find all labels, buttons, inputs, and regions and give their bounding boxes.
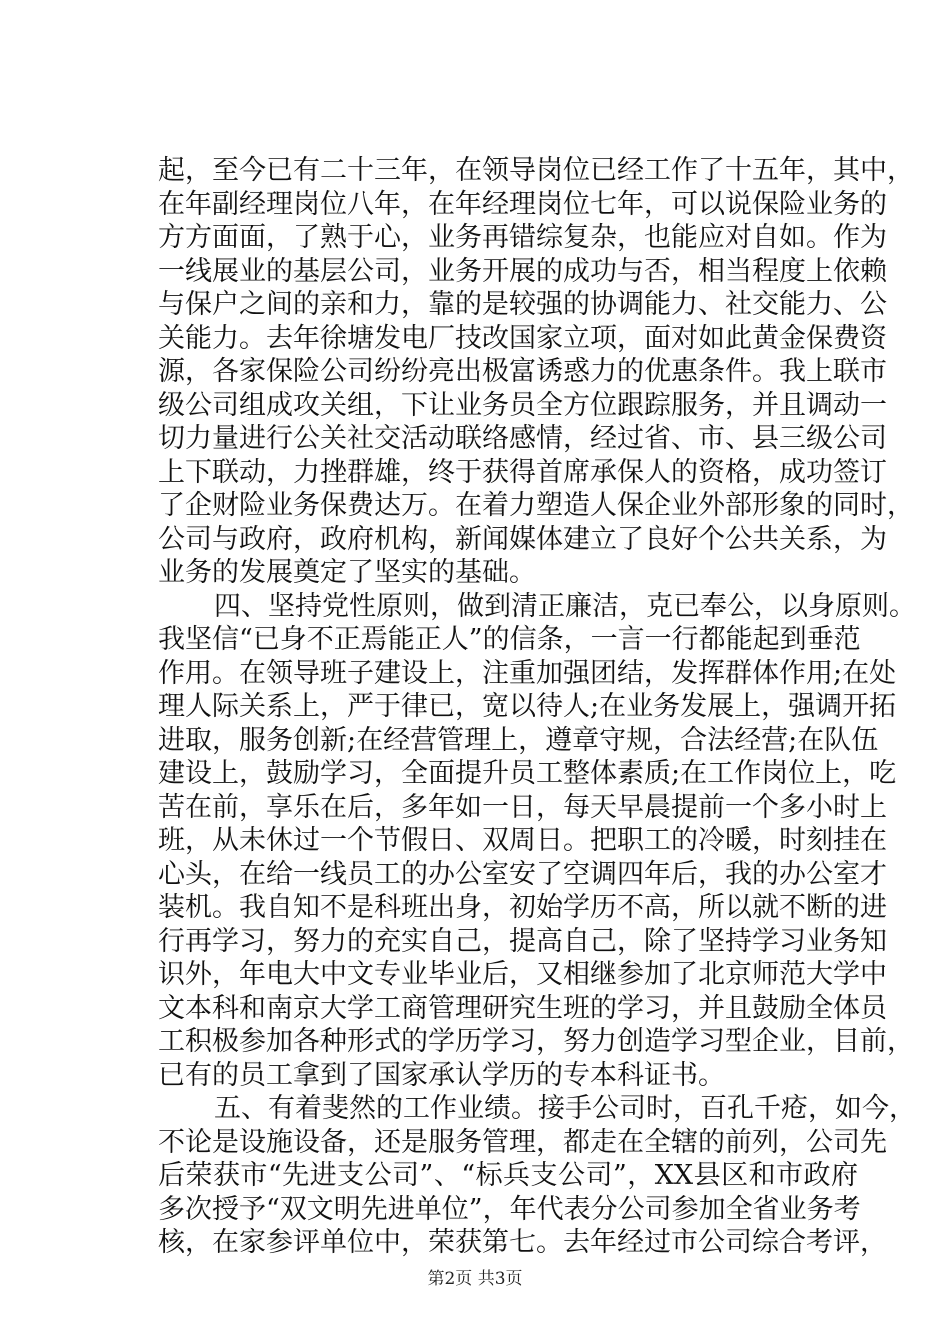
text-line: 我坚信“已身不正焉能正人”的信条，一言一行都能起到垂范 [158,624,861,655]
paragraph-end-line: 业务的发展奠定了坚实的基础。 [158,557,536,588]
text-line: 作用。在领导班子建设上，注重加强团结，发挥群体作用;在处 [158,657,897,689]
text-line: 切力量进行公关社交活动联络感情，经过省、市、县三级公司 [158,423,887,454]
text-line: 核，在家参评单位中，荣获第七。去年经过市公司综合考评， [158,1227,887,1258]
text-line: 苦在前，享乐在后，多年如一日，每天早晨提前一个多小时上 [158,791,887,823]
text-line: 行再学习，努力的充实自己，提高自己，除了坚持学习业务知 [158,925,887,957]
text-line: 不论是设施设备，还是服务管理，都走在全辖的前列，公司先 [158,1126,887,1158]
text-line: 方方面面，了熟于心，业务再错综复杂，也能应对自如。作为 [158,222,887,253]
text-line: 理人际关系上，严于律已，宽以待人;在业务发展上，强调开拓 [158,691,897,722]
document-body [158,154,916,1260]
text-line: 建设上，鼓励学习，全面提升员工整体素质;在工作岗位上，吃 [158,758,897,789]
text-line: 与保户之间的亲和力，靠的是较强的协调能力、社交能力、公 [158,289,887,320]
text-line: 装机。我自知不是科班出身，初始学历不高，所以就不断的进 [158,892,887,923]
text-line: 级公司组成攻关组，下让业务员全方位跟踪服务，并且调动一 [158,389,887,421]
text-line: 一线展业的基层公司，业务开展的成功与否，相当程度上依赖 [158,255,887,287]
page-number-footer: 第2页 共3页 [427,1269,523,1289]
paragraph-end-line: 已有的员工拿到了国家承认学历的专本科证书。 [158,1059,725,1091]
text-line: 在年副经理岗位八年，在年经理岗位七年，可以说保险业务的 [158,188,887,220]
text-line: 关能力。去年徐塘发电厂技改国家立项，面对如此黄金保费资 [158,322,887,354]
text-line: 文本科和南京大学工商管理研究生班的学习，并且鼓励全体员 [158,992,887,1024]
text-line: 识外，年电大中文专业毕业后，又相继参加了北京师范大学中 [158,959,887,990]
text-line: 多次授予“双文明先进单位”，年代表分公司参加全省业务考 [158,1193,861,1225]
text-line: 心头，在给一线员工的办公室安了空调四年后，我的办公室才 [158,858,887,890]
paragraph-start-line: 四、坚持党性原则，做到清正廉洁，克已奉公，以身原则。 [214,590,916,622]
text-line: 班，从未休过一个节假日、双周日。把职工的冷暖，时刻挂在 [158,825,887,856]
text-line: 起，至今已有二十三年，在领导岗位已经工作了十五年，其中， [158,155,914,186]
text-line: 进取，服务创新;在经营管理上，遵章守规，合法经营;在队伍 [158,724,879,756]
text-line: 上下联动，力挫群雄，终于获得首席承保人的资格，成功签订 [158,456,887,488]
text-line: 后荣获市“先进支公司”、“标兵支公司”，XX县区和市政府 [158,1160,858,1191]
text-line: 源，各家保险公司纷纷亮出极富诱惑力的优惠条件。我上联市 [158,356,887,387]
paragraph-start-line: 五、有着斐然的工作业绩。接手公司时，百孔千疮，如今， [214,1093,916,1124]
text-line: 了企财险业务保费达万。在着力塑造人保企业外部形象的同时， [158,490,914,521]
text-line: 公司与政府，政府机构，新闻媒体建立了良好个公共关系，为 [158,523,887,555]
text-line: 工积极参加各种形式的学历学习，努力创造学习型企业，目前， [158,1026,914,1057]
